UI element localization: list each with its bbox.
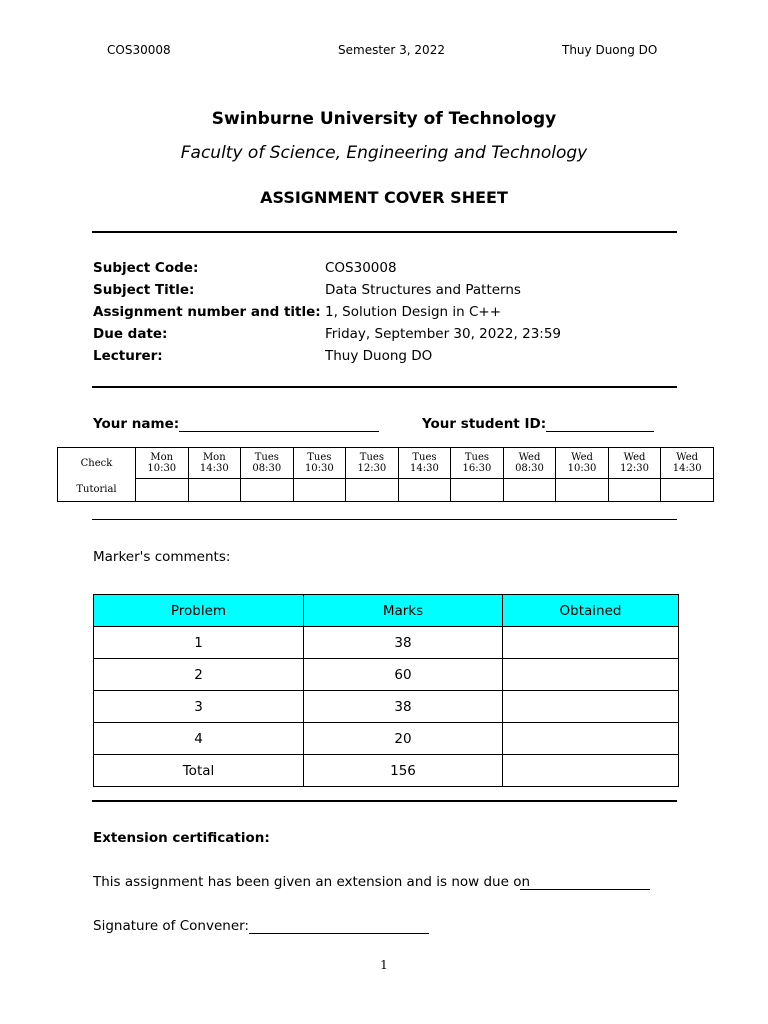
due-date-label: Due date: (93, 326, 168, 342)
your-name-label: Your name: (93, 416, 180, 432)
header-marks: Marks (304, 595, 503, 627)
assignment-label: Assignment number and title: (93, 304, 321, 320)
problem-cell: 2 (94, 659, 304, 691)
tutorial-checkbox-cell[interactable] (293, 479, 346, 502)
tutorial-checkbox-cell[interactable] (136, 479, 189, 502)
divider (92, 231, 677, 233)
slot-day: Tues (359, 452, 384, 463)
tutorial-checkbox-cell[interactable] (608, 479, 661, 502)
tutorial-checkbox-cell[interactable] (241, 479, 294, 502)
tutorial-checkbox-cell[interactable] (188, 479, 241, 502)
student-id-row (422, 416, 654, 432)
problem-cell: 1 (94, 627, 304, 659)
divider (92, 386, 677, 388)
total-label-cell: Total (94, 755, 304, 787)
due-date-value: Friday, September 30, 2022, 23:59 (325, 326, 562, 342)
tutorial-slot-header (136, 448, 189, 479)
tutorial-slot-header (241, 448, 294, 479)
subject-code-value: COS30008 (325, 260, 397, 276)
slot-time: 14:30 (199, 463, 229, 474)
marks-cell: 38 (304, 627, 503, 659)
marks-cell: 38 (304, 691, 503, 723)
divider (92, 519, 677, 520)
slot-day: Mon (150, 452, 174, 463)
header-problem: Problem (94, 595, 304, 627)
slot-day: Tues (307, 452, 332, 463)
slot-day: Tues (412, 452, 437, 463)
table-row (94, 755, 679, 787)
obtained-cell[interactable] (503, 627, 679, 659)
slot-time: 14:30 (410, 463, 439, 474)
obtained-cell[interactable] (503, 691, 679, 723)
obtained-cell[interactable] (503, 723, 679, 755)
header-obtained: Obtained (503, 595, 679, 627)
slot-time: 16:30 (462, 463, 492, 474)
table-row (94, 627, 679, 659)
tutorial-checkbox-cell[interactable] (451, 479, 504, 502)
tutorial-checkbox-cell[interactable] (398, 479, 451, 502)
slot-time: 14:30 (672, 463, 702, 474)
university-name: Swinburne University of Technology (211, 109, 557, 129)
tutorial-label: Tutorial (58, 479, 136, 502)
header-author: Thuy Duong DO (562, 43, 658, 57)
tutorial-checkbox-cell[interactable] (661, 479, 714, 502)
divider (92, 800, 677, 802)
assignment-value: 1, Solution Design in C++ (325, 304, 502, 320)
slot-day: Wed (676, 452, 699, 463)
table-row (94, 659, 679, 691)
total-obtained-cell[interactable] (503, 755, 679, 787)
extension-date-field[interactable] (520, 875, 650, 890)
slot-time: 10:30 (567, 463, 597, 474)
header-course-code: COS30008 (107, 43, 171, 57)
subject-code-label: Subject Code: (93, 260, 199, 276)
signature-row (93, 918, 429, 934)
lecturer-value: Thuy Duong DO (325, 348, 433, 364)
marks-table (93, 594, 679, 787)
slot-day: Mon (202, 452, 226, 463)
extension-heading: Extension certification: (93, 830, 270, 846)
student-id-field[interactable] (546, 417, 654, 432)
slot-time: 10:30 (304, 463, 334, 474)
tutorial-slot-header (188, 448, 241, 479)
marks-cell: 60 (304, 659, 503, 691)
slot-day: Wed (623, 452, 646, 463)
your-name-row (93, 416, 379, 432)
subject-title-value: Data Structures and Patterns (325, 282, 521, 298)
tutorial-slot-header (293, 448, 346, 479)
sheet-title: ASSIGNMENT COVER SHEET (260, 188, 508, 207)
tutorial-slot-header (398, 448, 451, 479)
check-label: Check (58, 448, 136, 479)
slot-time: 08:30 (515, 463, 544, 474)
tutorial-checkbox-cell[interactable] (556, 479, 609, 502)
student-id-label: Your student ID: (422, 416, 547, 432)
slot-time: 10:30 (147, 463, 177, 474)
slot-time: 12:30 (620, 463, 649, 474)
slot-day: Tues (464, 452, 490, 463)
tutorial-slot-header (556, 448, 609, 479)
table-row (94, 723, 679, 755)
extension-text: This assignment has been given an extension and is now due on (93, 874, 531, 890)
tutorial-checkbox-cell[interactable] (346, 479, 399, 502)
tutorial-checkbox-cell[interactable] (503, 479, 556, 502)
tutorial-table (57, 447, 714, 502)
marks-table-header (94, 595, 679, 627)
marks-cell: 20 (304, 723, 503, 755)
slot-day: Wed (571, 452, 593, 463)
tutorial-slot-header (661, 448, 714, 479)
subject-title-label: Subject Title: (93, 282, 195, 298)
tutorial-slot-header (451, 448, 504, 479)
lecturer-label: Lecturer: (93, 348, 163, 364)
markers-comments-label: Marker's comments: (93, 549, 231, 565)
signature-label: Signature of Convener: (93, 918, 249, 934)
tutorial-slot-header (608, 448, 661, 479)
tutorial-slot-header (346, 448, 399, 479)
slot-day: Tues (254, 452, 279, 463)
obtained-cell[interactable] (503, 659, 679, 691)
slot-time: 12:30 (357, 463, 387, 474)
signature-field[interactable] (249, 919, 429, 934)
faculty-name: Faculty of Science, Engineering and Technology (180, 143, 588, 163)
problem-cell: 4 (94, 723, 304, 755)
slot-day: Wed (518, 452, 541, 463)
table-row (94, 691, 679, 723)
page-number: 1 (380, 958, 388, 972)
your-name-field[interactable] (179, 417, 379, 432)
total-marks-cell: 156 (304, 755, 503, 787)
problem-cell: 3 (94, 691, 304, 723)
slot-time: 08:30 (252, 463, 282, 474)
tutorial-slot-header (503, 448, 556, 479)
header-semester: Semester 3, 2022 (338, 43, 445, 57)
